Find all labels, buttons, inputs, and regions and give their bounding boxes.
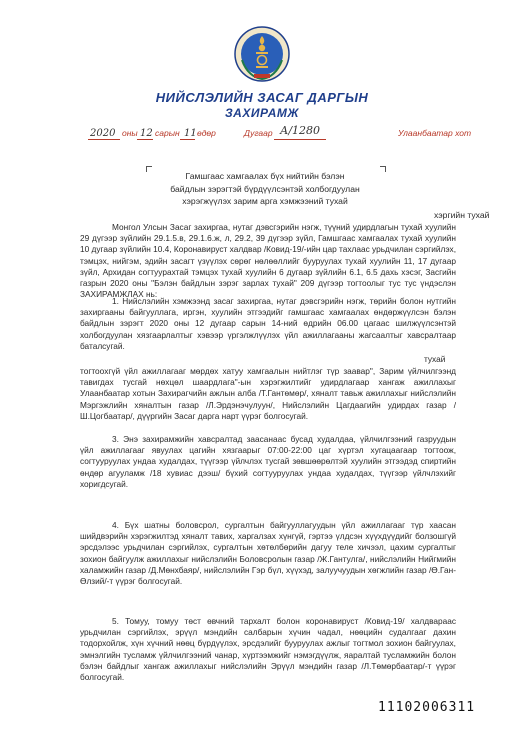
paragraph-5: 5. Томуу, томуу төст өвчний тархалт болон коронавируст /Ковид-19/ халдвараас урьдчилан сэргийлэх, эрүүл мэндийн салбарын хүчин чадал, нөөцийн судалгааг дахин тодорхойлж, хүн хүчний нөөц бүрдүүлэх, эрсдэлийг бууруулах ажлыг тогтмол зохион байгуулах, эмнэлгийн тусламж үйлчилгээний чанар, хүртээмжийг нэмэгдүүлж, яаралтай тусламжийн болон бэлэн байдлыг хангаж ажиллахыг нийслэлийн Эрүүл мэндийн газар /Л.Төмөрбаатар/-т үүрэг болгосугай. — [80, 616, 456, 683]
document-subject — [150, 170, 380, 208]
date-underline — [180, 139, 195, 140]
subject-line: байдлын зэрэгтэй бүрдүүлсэнтэй холбогдуулан — [170, 183, 360, 194]
paragraph-2: тогтоохгүй үйл ажиллагааг мөрдөх хатуу хамгаалын нийтлэг түр заавар", Зарим үйлчилгээнд тавигдах тусгай нөхцөл шаардлага"-ын хэрэгжилтийг удирдлагаар хангаж ажиллахыг Улаанбаатар хотын Захирагчийн ажлын алба /Т.Гантөмөр/, хяналт тавьж ажиллахыг нийслэлийн Мэргэжлийн хяналтын газар /Л.Эрдэнэчулуун/, Нийслэлийн Цагдаагийн удирдах газар /Ш.Цогбаатар/, дүүргийн Засаг дарга нарт үүрэг болгосугай. — [80, 366, 456, 421]
overlap-text: тухай — [424, 354, 446, 364]
paragraph-4: 4. Бүх шатны боловсрол, сургалтын байгууллагуудын үйл ажиллагааг түр хаасан шийдвэрийн хэрэгжилтэд хяналт тавих, харгалзах хүнгүй, гэртээ үлдсэн хүүхдүүдийг болзошгүй эрсдэлээс урьдчилан сэргийлэх, сургалтын хөтөлбөрийн дагуу теле хичээл, цахим сургалтыг зохион байгуулж ажиллахыг нийслэлийн Боловсролын газар /Ж.Гантулга/, нийслэлийн Нийгмийн халамжийн газар /Д.Мөнхбаяр/, нийслэлийн Гэр бүл, хүүхэд, залуучуудын хөгжлийн газар /Ө.Ган-Өлзий/-т үүрэг болгосугай. — [80, 520, 456, 587]
day-label: өдөр — [197, 128, 216, 138]
date-month: 12 — [140, 128, 153, 139]
org-title: НИЙСЛЭЛИЙН ЗАСАГ ДАРГЫН — [155, 90, 369, 105]
paragraph-3: 3. Энэ захирамжийн хавсралтад заасанаас бусад худалдаа, үйлчилгээний газруудын үйл ажиллагааг явуулах цагийн хязгаарыг 07:00-22:00 цаг хүртэл хугацаагаар тогтоож, согтууруулах ундаа худалдах, түүгээр үйлчлэх тусгай зөвшөөрөлтэй хуулийн этгээдэд спиртийн өндөр агууламж /18 хувиас дээш/ бүхий согтууруулах ундаа худалдах, түүгээр үйлчлэхийг хоригдсугай. — [80, 434, 456, 489]
month-label: сарын — [155, 128, 180, 138]
city-label: Улаанбаатар хот — [398, 128, 472, 138]
doc-type-title: ЗАХИРАМЖ — [224, 106, 300, 120]
soyombo-emblem-icon — [234, 24, 290, 84]
subject-line: Гамшгаас хамгаалах бүх нийтийн бэлэн — [185, 171, 345, 181]
date-year: 2020 — [90, 128, 116, 139]
date-day: 11 — [184, 128, 197, 139]
subject-corner — [380, 166, 386, 172]
date-underline — [137, 139, 153, 140]
year-label: оны — [122, 128, 138, 138]
overlap-text: хэргийн тухай — [434, 210, 490, 220]
date-underline — [88, 139, 120, 140]
subject-line: хэрэгжүүлэх зарим арга хэмжээний тухай — [182, 196, 348, 206]
document-number: А/1280 — [280, 124, 321, 137]
paragraph-1: 1. Нийслэлийн хэмжээнд засаг захиргаа, нутаг дэвсгэрийн нэгж, төрийн болон нутгийн захиргааны байгууллага, иргэн, хуулийн этгээдийг гамшгаас хамгаалах өндөржүүлсэн бэлэн байдлын зэрэгт 2020 оны 12 дугаар сарын 14-ний өдрийн 06.00 цагаас шилжүүлсэнтэй холбогдуулан хязгаарлалтыг хэвээр үргэлжлүүлэх үйл ажиллагааны жагсаалтыг хавсралтаар баталсугай. — [80, 296, 456, 351]
number-underline — [274, 139, 326, 140]
registration-number: 11102006311 — [378, 700, 476, 715]
intro-paragraph: Монгол Улсын Засаг захиргаа, нутаг дэвсгэрийн нэгж, түүний удирдлагын тухай хуулийн 29 дүгээр зүйлийн 29.1.5.в, 29.1.6.ж, л, 29.2, 39 дүгээр зүйл, Гамшгаас хамгаалах тухай хуулийн 10 дугаар зүйлийн 10.4, Коронавируст халдвар /Ковид-19/-ийн цар тахлаас урьдчилан сэргийлэх, тэмцэх, нийгэм, эдийн засагт үзүүлэх сөрөг нөлөөллийг бууруулах тухай хуулийн 11, 17 дугаар зүйл, Архидан согтуурахтай тэмцэх тухай хуулийн 6 дугаар зүйлийн 6.1, 6.5 дахь хэсэг, Засгийн газрын 2020 оны "Бэлэн байдлын зэрэг зарлах тухай" 209 дүгээр тогтоолыг тус тус үндэслэн ЗАХИРАМЖЛАХ нь: — [80, 222, 456, 300]
number-label: Дугаар — [244, 128, 273, 138]
